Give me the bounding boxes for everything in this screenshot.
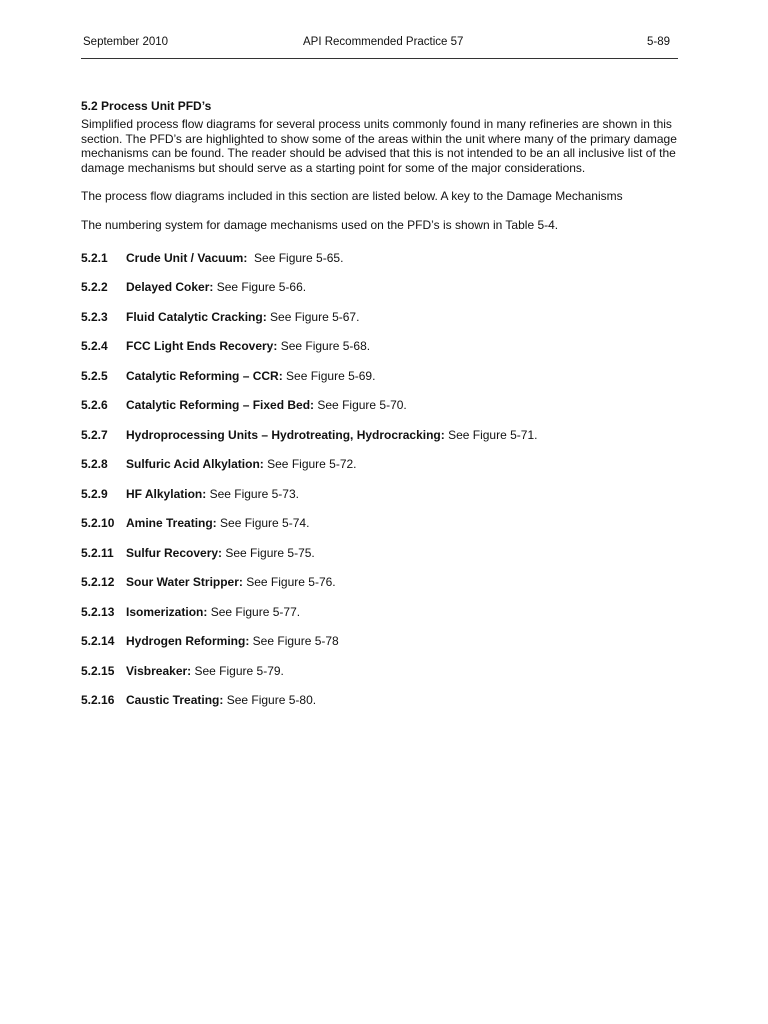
item-number: 5.2.3: [81, 309, 108, 324]
item-title: Crude Unit / Vacuum:: [126, 250, 248, 265]
item-number: 5.2.14: [81, 634, 115, 649]
item-title: FCC Light Ends Recovery:: [126, 339, 278, 354]
header-rule: [81, 58, 678, 59]
item-figure-ref: See Figure 5-65.: [247, 250, 344, 265]
list-item: [81, 428, 681, 458]
item-title: Hydrogen Reforming:: [126, 634, 250, 649]
list-item: [81, 693, 681, 723]
item-figure-ref: See Figure 5-66.: [213, 280, 307, 295]
item-number: 5.2.8: [81, 457, 108, 472]
item-figure-ref: See Figure 5-70.: [314, 398, 407, 413]
list-item: [81, 664, 681, 694]
item-figure-ref: See Figure 5-73.: [206, 486, 299, 501]
item-figure-ref: See Figure 5-68.: [277, 339, 371, 354]
item-figure-ref: See Figure 5-78: [249, 634, 339, 649]
list-item: [81, 605, 681, 635]
item-number: 5.2.2: [81, 280, 108, 295]
item-title: Sulfuric Acid Alkylation:: [126, 457, 264, 472]
item-figure-ref: See Figure 5-72.: [263, 457, 357, 472]
item-number: 5.2.16: [81, 693, 115, 708]
item-number: 5.2.9: [81, 486, 108, 501]
item-title: Caustic Treating:: [126, 693, 224, 708]
item-figure-ref: See Figure 5-74.: [216, 516, 310, 531]
list-item: [81, 369, 681, 399]
list-item: [81, 280, 681, 310]
list-item: [81, 546, 681, 576]
list-item: [81, 516, 681, 546]
list-item: [81, 634, 681, 664]
header-date: September 2010: [83, 36, 169, 48]
list-intro-paragraph: The process flow diagrams included in this section are listed below. A key to the Damage Mechanisms: [81, 189, 623, 204]
item-number: 5.2.7: [81, 427, 108, 442]
item-title: Hydroprocessing Units – Hydrotreating, Hydrocracking:: [126, 427, 445, 442]
page-content: [81, 99, 681, 723]
item-title: Fluid Catalytic Cracking:: [126, 309, 267, 324]
item-number: 5.2.12: [81, 575, 115, 590]
item-figure-ref: See Figure 5-77.: [207, 604, 301, 619]
numbering-paragraph: The numbering system for damage mechanisms used on the PFD’s is shown in Table 5-4.: [81, 217, 559, 232]
list-item: [81, 457, 681, 487]
item-number: 5.2.1: [81, 250, 108, 265]
item-title: Delayed Coker:: [126, 280, 214, 295]
item-title: HF Alkylation:: [126, 486, 207, 501]
item-number: 5.2.5: [81, 368, 108, 383]
list-item: [81, 339, 681, 369]
item-number: 5.2.10: [81, 516, 115, 531]
page-header: [83, 36, 678, 50]
item-title: Sour Water Stripper:: [126, 575, 243, 590]
list-item: [81, 310, 681, 340]
list-item: [81, 487, 681, 517]
item-figure-ref: See Figure 5-71.: [444, 427, 538, 442]
item-figure-ref: See Figure 5-69.: [282, 368, 376, 383]
item-figure-ref: See Figure 5-79.: [191, 663, 284, 678]
item-figure-ref: See Figure 5-76.: [242, 575, 336, 590]
item-title: Catalytic Reforming – CCR:: [126, 368, 283, 383]
item-title: Catalytic Reforming – Fixed Bed:: [126, 398, 315, 413]
header-page-number: 5-89: [646, 36, 670, 48]
item-title: Sulfur Recovery:: [126, 545, 223, 560]
item-title: Visbreaker:: [126, 663, 192, 678]
item-figure-ref: See Figure 5-80.: [223, 693, 317, 708]
pfd-list: [81, 251, 681, 723]
list-item: [81, 251, 681, 281]
item-number: 5.2.15: [81, 663, 115, 678]
item-number: 5.2.11: [81, 545, 114, 560]
list-item: [81, 398, 681, 428]
intro-paragraph: Simplified process flow diagrams for several process units commonly found in many refineries are shown in this section. The PFD’s are highlighted to show some of the areas within the unit where many of the primary damage mechanisms can be found. The reader should be advised that this is not intended to be an all inclusive list of the damage mechanisms but should serve as a starting point for some of the major considerations.: [81, 117, 677, 175]
item-number: 5.2.6: [81, 398, 108, 413]
item-number: 5.2.13: [81, 604, 115, 619]
item-figure-ref: See Figure 5-75.: [222, 545, 315, 560]
item-number: 5.2.4: [81, 339, 108, 354]
list-item: [81, 575, 681, 605]
section-heading: 5.2 Process Unit PFD’s: [81, 99, 212, 113]
header-doc-title: API Recommended Practice 57: [303, 36, 464, 48]
item-figure-ref: See Figure 5-67.: [266, 309, 360, 324]
item-title: Isomerization:: [126, 604, 208, 619]
item-title: Amine Treating:: [126, 516, 217, 531]
